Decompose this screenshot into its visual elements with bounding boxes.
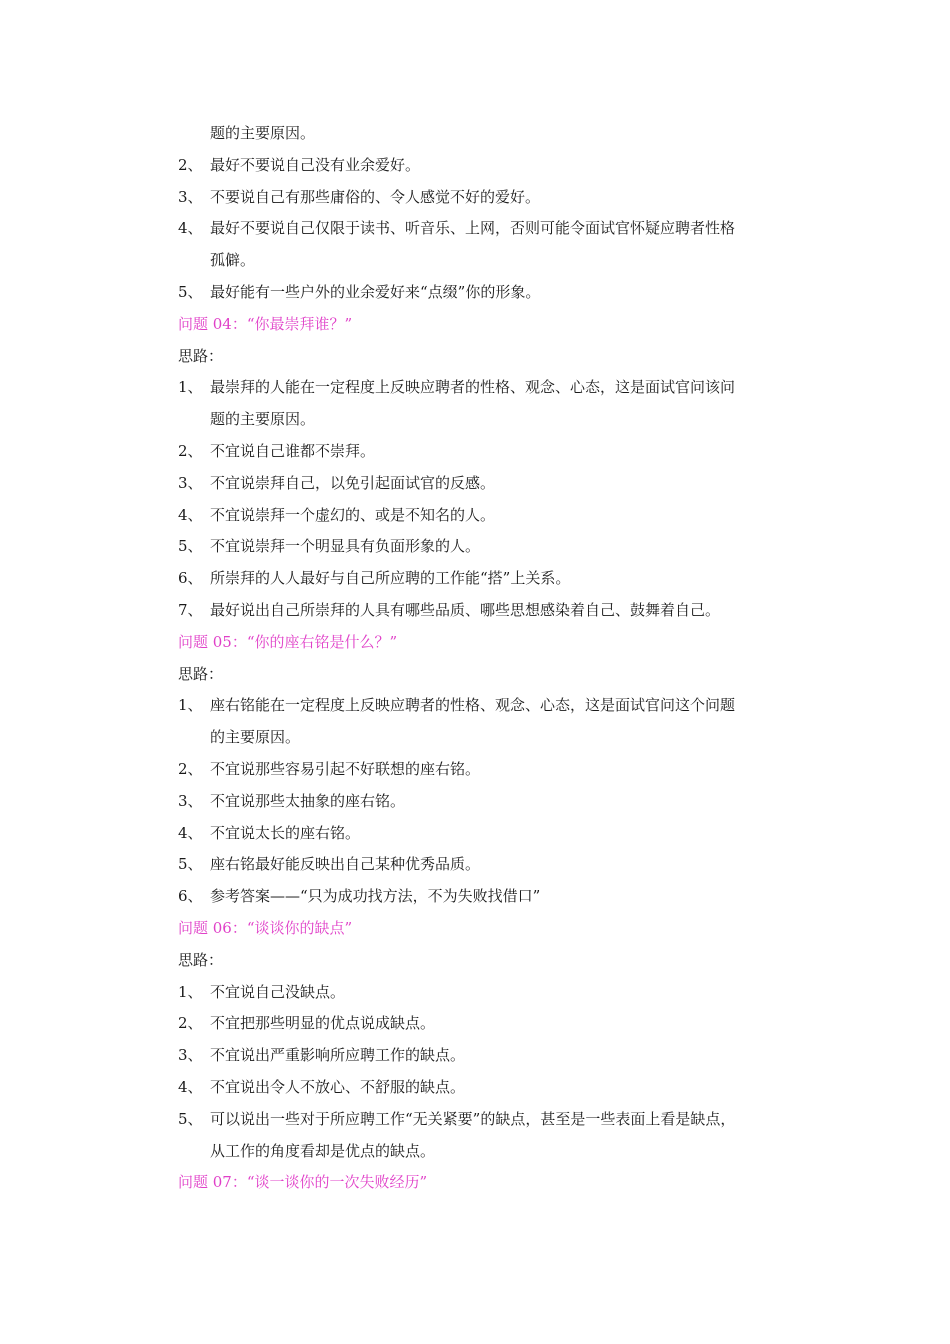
list-item-continuation: 的主要原因。 bbox=[210, 728, 301, 747]
list-item-text: 不宜说崇拜自己，以免引起面试官的反感。 bbox=[210, 473, 496, 492]
list-item bbox=[178, 182, 828, 214]
list-item-number: 4、 bbox=[178, 505, 203, 524]
list-item bbox=[178, 1072, 828, 1104]
list-item-number: 1、 bbox=[178, 378, 203, 397]
question-heading: 问题 07：“谈一谈你的一次失败经历” bbox=[178, 1173, 428, 1192]
list-item-text: 不宜说自己没缺点。 bbox=[210, 982, 346, 1001]
list-item bbox=[178, 1008, 828, 1040]
list-item-number: 6、 bbox=[178, 887, 203, 906]
question-heading: 问题 05：“你的座右铭是什么？” bbox=[178, 632, 398, 651]
list-item-text: 不宜说崇拜一个虚幻的、或是不知名的人。 bbox=[210, 505, 496, 524]
list-item-text: 最好不要说自己没有业余爱好。 bbox=[210, 155, 421, 174]
list-item-text: 不要说自己有那些庸俗的、令人感觉不好的爱好。 bbox=[210, 187, 541, 206]
list-item-number: 2、 bbox=[178, 155, 203, 174]
list-item bbox=[178, 436, 828, 468]
list-item bbox=[178, 1104, 828, 1168]
list-item bbox=[178, 849, 828, 881]
list-item-number: 3、 bbox=[178, 473, 203, 492]
list-item-number: 2、 bbox=[178, 1014, 203, 1033]
list-item-text: 可以说出一些对于所应聘工作“无关紧要”的缺点，甚至是一些表面上看是缺点， bbox=[210, 1109, 736, 1128]
list-item-number: 4、 bbox=[178, 219, 203, 238]
list-item bbox=[178, 213, 828, 277]
list-item-number: 4、 bbox=[178, 1077, 203, 1096]
list-item bbox=[178, 563, 828, 595]
list-item bbox=[178, 372, 828, 436]
approach-label: 思路： bbox=[178, 950, 224, 969]
document-body bbox=[178, 118, 828, 1199]
list-item bbox=[178, 786, 828, 818]
list-item-text: 不宜说出严重影响所应聘工作的缺点。 bbox=[210, 1046, 466, 1065]
list-item bbox=[178, 881, 828, 913]
list-item-number: 5、 bbox=[178, 855, 203, 874]
list-item bbox=[178, 531, 828, 563]
list-item-number: 4、 bbox=[178, 823, 203, 842]
question-heading: 问题 04：“你最崇拜谁？” bbox=[178, 314, 353, 333]
list-item-number: 3、 bbox=[178, 1046, 203, 1065]
list-item-number: 6、 bbox=[178, 569, 203, 588]
approach-label: 思路： bbox=[178, 664, 224, 683]
list-item-number: 7、 bbox=[178, 600, 203, 619]
approach-label: 思路： bbox=[178, 346, 224, 365]
list-item-text: 所崇拜的人人最好与自己所应聘的工作能“搭”上关系。 bbox=[210, 569, 571, 588]
list-item-text: 不宜说太长的座右铭。 bbox=[210, 823, 361, 842]
list-item-number: 5、 bbox=[178, 282, 203, 301]
list-item-text: 最好能有一些户外的业余爱好来“点缀”你的形象。 bbox=[210, 282, 541, 301]
question-heading: 问题 06：“谈谈你的缺点” bbox=[178, 918, 353, 937]
list-item-text: 最好不要说自己仅限于读书、听音乐、上网，否则可能令面试官怀疑应聘者性格 bbox=[210, 219, 736, 238]
list-item-number: 5、 bbox=[178, 537, 203, 556]
list-item-text: 最好说出自己所崇拜的人具有哪些品质、哪些思想感染着自己、鼓舞着自己。 bbox=[210, 600, 721, 619]
list-item-text: 不宜把那些明显的优点说成缺点。 bbox=[210, 1014, 436, 1033]
list-item-number: 1、 bbox=[178, 696, 203, 715]
list-item-text: 不宜说那些太抽象的座右铭。 bbox=[210, 791, 406, 810]
list-item-text: 不宜说那些容易引起不好联想的座右铭。 bbox=[210, 759, 481, 778]
list-item bbox=[178, 977, 828, 1009]
list-item bbox=[178, 150, 828, 182]
list-item-text: 不宜说自己谁都不崇拜。 bbox=[210, 441, 376, 460]
list-item bbox=[178, 277, 828, 309]
list-item-continuation: 从工作的角度看却是优点的缺点。 bbox=[210, 1141, 436, 1160]
list-item-text: 不宜说崇拜一个明显具有负面形象的人。 bbox=[210, 537, 481, 556]
list-item-number: 3、 bbox=[178, 791, 203, 810]
list-item bbox=[178, 818, 828, 850]
list-item-number: 2、 bbox=[178, 441, 203, 460]
list-item-text: 最崇拜的人能在一定程度上反映应聘者的性格、观念、心态，这是面试官问该问 bbox=[210, 378, 736, 397]
list-item-number: 1、 bbox=[178, 982, 203, 1001]
list-item-text: 座右铭能在一定程度上反映应聘者的性格、观念、心态，这是面试官问这个问题 bbox=[210, 696, 736, 715]
list-item-text: 不宜说出令人不放心、不舒服的缺点。 bbox=[210, 1077, 466, 1096]
list-item bbox=[178, 754, 828, 786]
list-item bbox=[178, 1040, 828, 1072]
list-item-number: 5、 bbox=[178, 1109, 203, 1128]
list-item bbox=[178, 690, 828, 754]
list-item bbox=[178, 468, 828, 500]
list-item bbox=[178, 595, 828, 627]
list-item-continuation: 题的主要原因。 bbox=[210, 410, 316, 429]
list-item-text: 座右铭最好能反映出自己某种优秀品质。 bbox=[210, 855, 481, 874]
paragraph-continuation: 题的主要原因。 bbox=[210, 124, 316, 142]
list-item-number: 2、 bbox=[178, 759, 203, 778]
list-item-continuation: 孤僻。 bbox=[210, 251, 256, 270]
list-item-number: 3、 bbox=[178, 187, 203, 206]
list-item bbox=[178, 500, 828, 532]
list-item-text: 参考答案——“只为成功找方法，不为失败找借口” bbox=[210, 887, 541, 906]
